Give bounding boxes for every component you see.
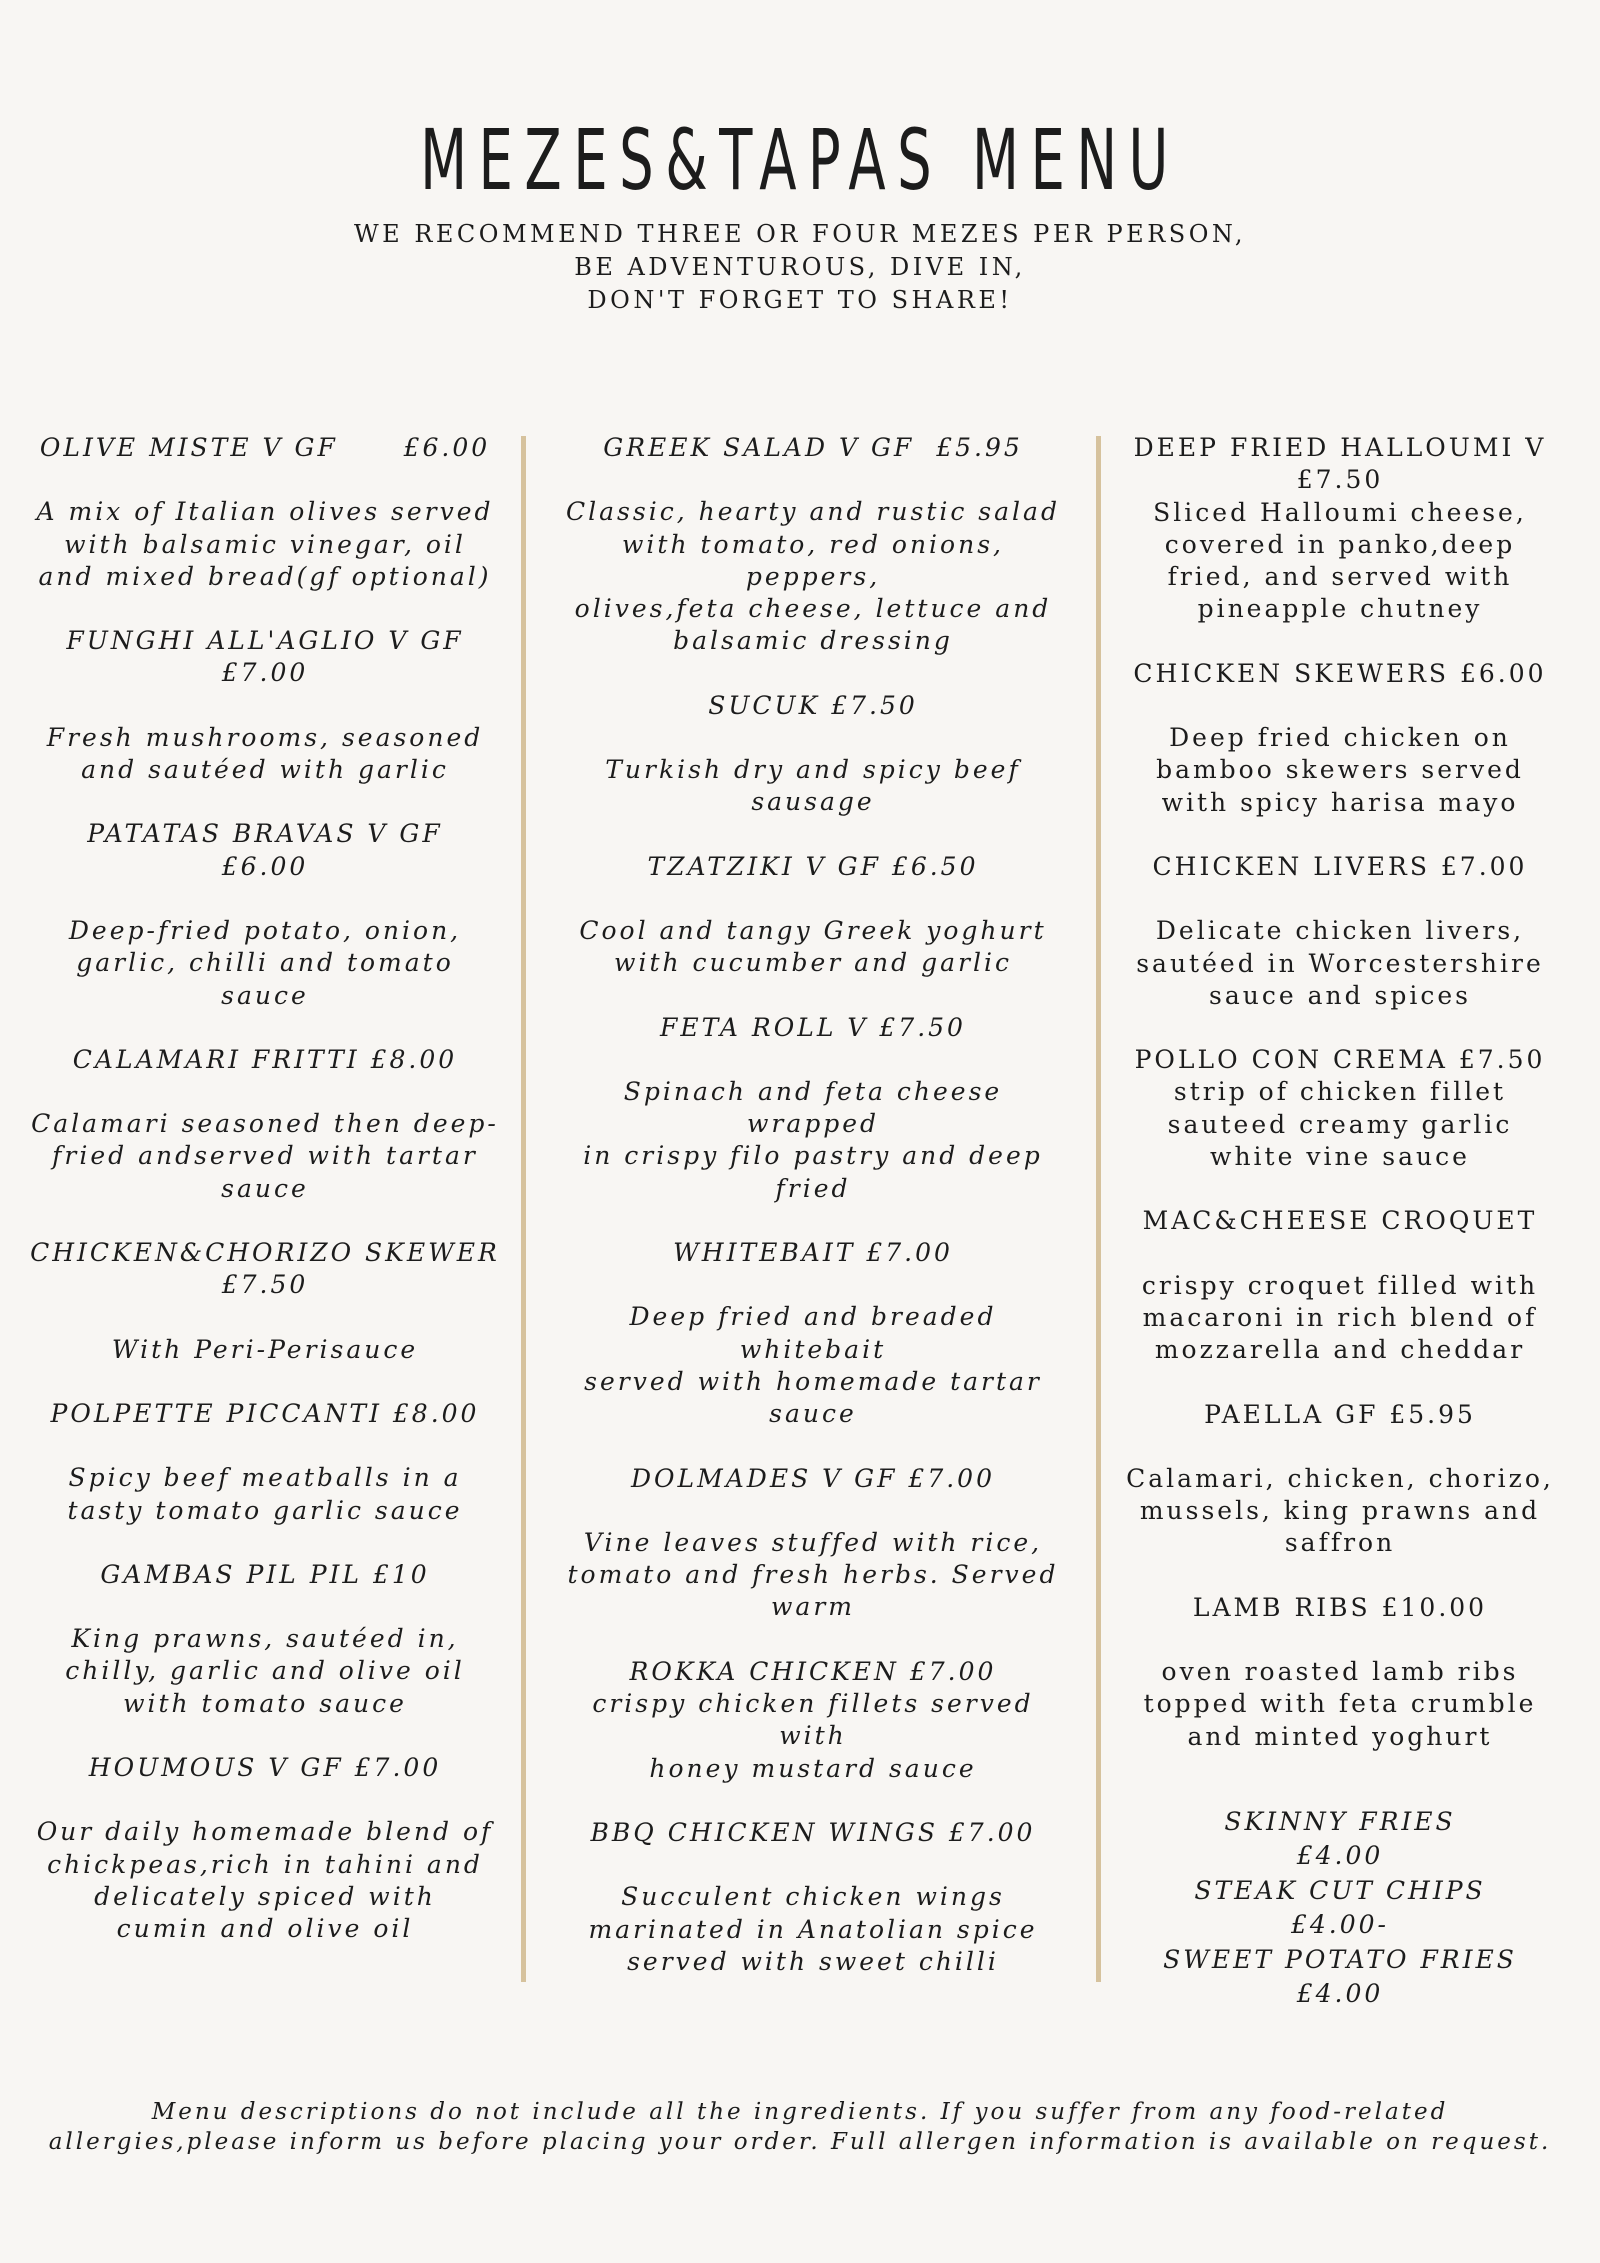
item-description: with tomato, red onions, peppers, xyxy=(622,529,1004,591)
menu-column-3 xyxy=(1090,432,1590,2012)
allergen-footer xyxy=(0,2097,1600,2157)
side-price: £4.00- xyxy=(1290,1910,1390,1940)
footer-line: Menu descriptions do not include all the ingredients. If you suffer from any food-related xyxy=(151,2099,1449,2125)
subtitle-line: DON'T FORGET TO SHARE! xyxy=(587,286,1013,314)
item-description: garlic, chilli and tomato xyxy=(76,948,454,978)
subtitle-line: WE RECOMMEND THREE OR FOUR MEZES PER PERSON, xyxy=(354,220,1246,248)
side-price: £4.00 xyxy=(1296,1979,1384,2009)
menu-column-1 xyxy=(15,432,515,1946)
item-price: £5.95 xyxy=(936,433,1023,462)
item-description: Deep fried chicken on xyxy=(1169,723,1511,753)
item-title: SUCUK £7.50 xyxy=(708,690,918,720)
item-description: served with homemade tartar xyxy=(584,1366,1042,1396)
item-title xyxy=(563,432,1063,464)
item-description: Calamari, chicken, chorizo, xyxy=(1126,1463,1554,1493)
item-description: Turkish dry and spicy beef xyxy=(605,755,1021,785)
item-description: mozzarella and cheddar xyxy=(1154,1335,1526,1365)
item-description: Delicate chicken livers, xyxy=(1155,916,1525,946)
item-description: Cool and tangy Greek yoghurt xyxy=(579,915,1047,945)
item-description: crispy chicken fillets served with xyxy=(592,1689,1034,1751)
footer-line: allergies,please inform us before placing your order. Full allergen information is available on request. xyxy=(48,2129,1552,2155)
item-title: MAC&CHEESE CROQUET xyxy=(1142,1206,1538,1236)
item-price: £7.50 xyxy=(1296,465,1384,495)
item-description: tasty tomato garlic sauce xyxy=(67,1495,463,1525)
item-description: warm xyxy=(771,1592,855,1622)
item-description: Sliced Halloumi cheese, xyxy=(1153,497,1527,527)
item-description: and mixed bread(gf optional) xyxy=(38,561,492,591)
item-description: chilly, garlic and olive oil xyxy=(65,1656,465,1686)
item-title: FETA ROLL V £7.50 xyxy=(660,1012,966,1042)
item-description: saffron xyxy=(1284,1528,1396,1558)
item-name: OLIVE MISTE V GF xyxy=(39,433,338,462)
item-description: oven roasted lamb ribs xyxy=(1161,1657,1519,1687)
item-description: sautéed in Worcestershire xyxy=(1136,948,1544,978)
item-description: Calamari seasoned then deep- xyxy=(31,1109,499,1139)
item-description: Our daily homemade blend of xyxy=(36,1817,494,1847)
item-description: fried, and served with xyxy=(1167,562,1513,592)
item-name: FUNGHI ALL'AGLIO V GF xyxy=(66,626,464,656)
item-description: topped with feta crumble xyxy=(1143,1689,1537,1719)
side-item: SWEET POTATO FRIES xyxy=(1163,1944,1517,1974)
item-description: King prawns, sautéed in, xyxy=(71,1624,459,1654)
item-description: covered in panko,deep xyxy=(1164,529,1516,559)
item-title: CHICKEN SKEWERS £6.00 xyxy=(1133,658,1547,688)
item-description: and minted yoghurt xyxy=(1187,1721,1493,1751)
item-description: mussels, king prawns and xyxy=(1139,1496,1541,1526)
item-title: CALAMARI FRITTI £8.00 xyxy=(72,1044,458,1074)
menu-column-2 xyxy=(563,432,1063,1978)
item-description: fried andserved with tartar xyxy=(52,1141,478,1171)
item-description: Fresh mushrooms, seasoned xyxy=(46,722,484,752)
item-title: CHICKEN LIVERS £7.00 xyxy=(1152,851,1528,881)
item-name: CHICKEN&CHORIZO SKEWER xyxy=(30,1238,500,1268)
menu-subtitle xyxy=(0,218,1600,317)
item-description: sauce xyxy=(221,1173,309,1203)
item-description: A mix of Italian olives served xyxy=(36,497,494,527)
item-title: POLPETTE PICCANTI £8.00 xyxy=(50,1398,480,1428)
item-description: Spicy beef meatballs in a xyxy=(68,1463,462,1493)
item-title: GAMBAS PIL PIL £10 xyxy=(100,1559,430,1589)
item-name: GREEK SALAD V GF xyxy=(603,433,915,462)
item-description: Deep-fried potato, onion, xyxy=(68,915,462,945)
item-description: olives,feta cheese, lettuce and xyxy=(574,594,1052,624)
item-description: in crispy filo pastry and deep xyxy=(583,1141,1043,1171)
item-description: crispy croquet filled with xyxy=(1141,1270,1539,1300)
item-description: Spinach and feta cheese wrapped xyxy=(623,1076,1003,1139)
item-name: DEEP FRIED HALLOUMI V xyxy=(1133,433,1547,462)
item-description: Classic, hearty and rustic salad xyxy=(566,497,1060,527)
item-price: £7.50 xyxy=(221,1270,309,1300)
item-price: £6.00 xyxy=(403,433,491,462)
side-price: £4.00 xyxy=(1296,1841,1384,1871)
item-description: served with sweet chilli xyxy=(627,1946,999,1976)
item-title: WHITEBAIT £7.00 xyxy=(673,1238,953,1268)
item-description: with cucumber and garlic xyxy=(614,948,1012,978)
item-title: ROKKA CHICKEN £7.00 xyxy=(629,1656,997,1686)
item-description: bamboo skewers served xyxy=(1156,755,1524,785)
item-description: with tomato sauce xyxy=(123,1688,407,1718)
item-description: pineapple chutney xyxy=(1197,594,1483,624)
item-description: tomato and fresh herbs. Served xyxy=(567,1560,1059,1590)
item-description: sausage xyxy=(751,787,875,817)
side-item: SKINNY FRIES xyxy=(1224,1806,1456,1836)
column-divider xyxy=(521,436,526,1982)
item-description: cumin and olive oil xyxy=(116,1914,414,1944)
item-description: strip of chicken fillet xyxy=(1173,1077,1507,1107)
item-description: sauce xyxy=(769,1399,857,1429)
item-description: white vine sauce xyxy=(1210,1142,1470,1172)
item-title: HOUMOUS V GF £7.00 xyxy=(88,1753,442,1783)
item-description: honey mustard sauce xyxy=(649,1753,977,1783)
item-description: with balsamic vinegar, oil xyxy=(64,529,466,559)
item-description: sauce and spices xyxy=(1209,980,1471,1010)
side-item: STEAK CUT CHIPS xyxy=(1194,1875,1486,1905)
item-title: BBQ CHICKEN WINGS £7.00 xyxy=(590,1817,1036,1847)
item-description: Succulent chicken wings xyxy=(621,1882,1005,1912)
item-description: sauteed creamy garlic xyxy=(1167,1109,1513,1139)
item-description: delicately spiced with xyxy=(94,1881,436,1911)
item-description: marinated in Anatolian spice xyxy=(588,1914,1038,1944)
item-description: sauce xyxy=(221,980,309,1010)
item-title: DOLMADES V GF £7.00 xyxy=(631,1463,995,1493)
item-description: chickpeas,rich in tahini and xyxy=(47,1849,483,1879)
item-description: balsamic dressing xyxy=(673,626,953,656)
item-title: PAELLA GF £5.95 xyxy=(1204,1399,1476,1429)
menu-title: MEZES&TAPAS MENU xyxy=(420,111,1180,209)
item-title: LAMB RIBS £10.00 xyxy=(1192,1592,1488,1622)
item-title: POLLO CON CREMA £7.50 xyxy=(1134,1045,1546,1075)
item-title xyxy=(15,432,515,464)
item-description: Vine leaves stuffed with rice, xyxy=(583,1527,1043,1557)
item-price: £6.00 xyxy=(221,851,309,881)
item-title: TZATZIKI V GF £6.50 xyxy=(647,851,979,881)
item-description: Deep fried and breaded whitebait xyxy=(629,1302,997,1364)
item-description: With Peri-Perisauce xyxy=(111,1334,419,1364)
item-description: fried xyxy=(775,1173,851,1203)
item-description: macaroni in rich blend of xyxy=(1142,1302,1538,1332)
item-name: PATATAS BRAVAS V GF xyxy=(87,819,443,849)
subtitle-line: BE ADVENTUROUS, DIVE IN, xyxy=(574,253,1026,281)
item-description: and sautéed with garlic xyxy=(81,755,449,785)
item-description: with spicy harisa mayo xyxy=(1161,787,1519,817)
item-price: £7.00 xyxy=(221,658,309,688)
